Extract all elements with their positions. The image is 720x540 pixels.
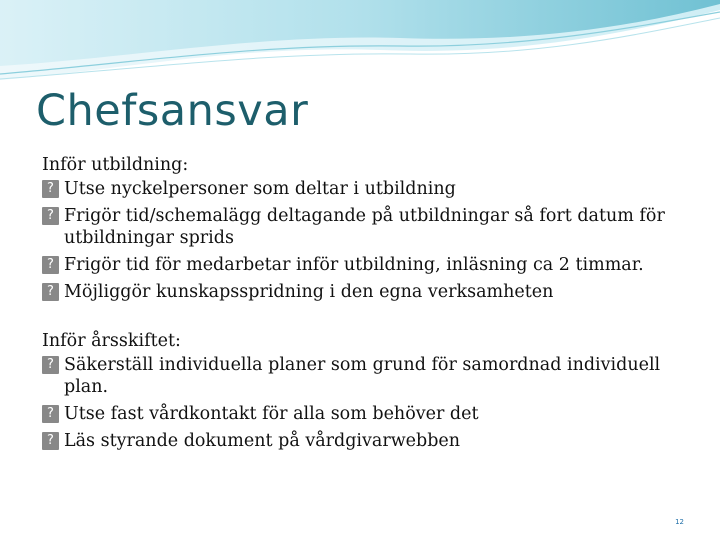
bullet-icon: ? bbox=[42, 256, 59, 274]
section-heading-before-new-year: Inför årsskiftet: bbox=[42, 331, 181, 351]
bullet-icon: ? bbox=[42, 356, 59, 374]
list-item bbox=[42, 354, 682, 398]
list-item bbox=[42, 205, 682, 249]
bullet-list-before-new-year bbox=[42, 354, 682, 452]
list-item-text: Frigör tid/schemalägg deltagande på utbildningar så fort datum för utbildningar sprids bbox=[64, 206, 665, 248]
bullet-icon: ? bbox=[42, 207, 59, 225]
list-item-text: Säkerställ individuella planer som grund för samordnad individuell plan. bbox=[64, 355, 661, 397]
list-item bbox=[42, 403, 682, 425]
slide-body bbox=[42, 152, 682, 457]
list-item-text: Utse fast vårdkontakt för alla som behöver det bbox=[64, 404, 479, 424]
bullet-list-before-training bbox=[42, 178, 682, 303]
page-number: 12 bbox=[675, 518, 684, 526]
bullet-icon: ? bbox=[42, 432, 59, 450]
list-item-text: Frigör tid för medarbetar inför utbildning, inläsning ca 2 timmar. bbox=[64, 255, 644, 275]
list-item bbox=[42, 178, 682, 200]
header-wave-decoration bbox=[0, 0, 720, 90]
bullet-icon: ? bbox=[42, 405, 59, 423]
list-item bbox=[42, 430, 682, 452]
section-spacer bbox=[42, 308, 682, 328]
bullet-icon: ? bbox=[42, 283, 59, 301]
list-item bbox=[42, 254, 682, 276]
slide-title: Chefsansvar bbox=[36, 86, 309, 136]
list-item bbox=[42, 281, 682, 303]
list-item-text: Utse nyckelpersoner som deltar i utbildning bbox=[64, 179, 456, 199]
section-heading-before-training: Inför utbildning: bbox=[42, 155, 189, 175]
bullet-icon: ? bbox=[42, 180, 59, 198]
list-item-text: Läs styrande dokument på vårdgivarwebben bbox=[64, 431, 461, 451]
list-item-text: Möjliggör kunskapsspridning i den egna verksamheten bbox=[64, 282, 554, 302]
